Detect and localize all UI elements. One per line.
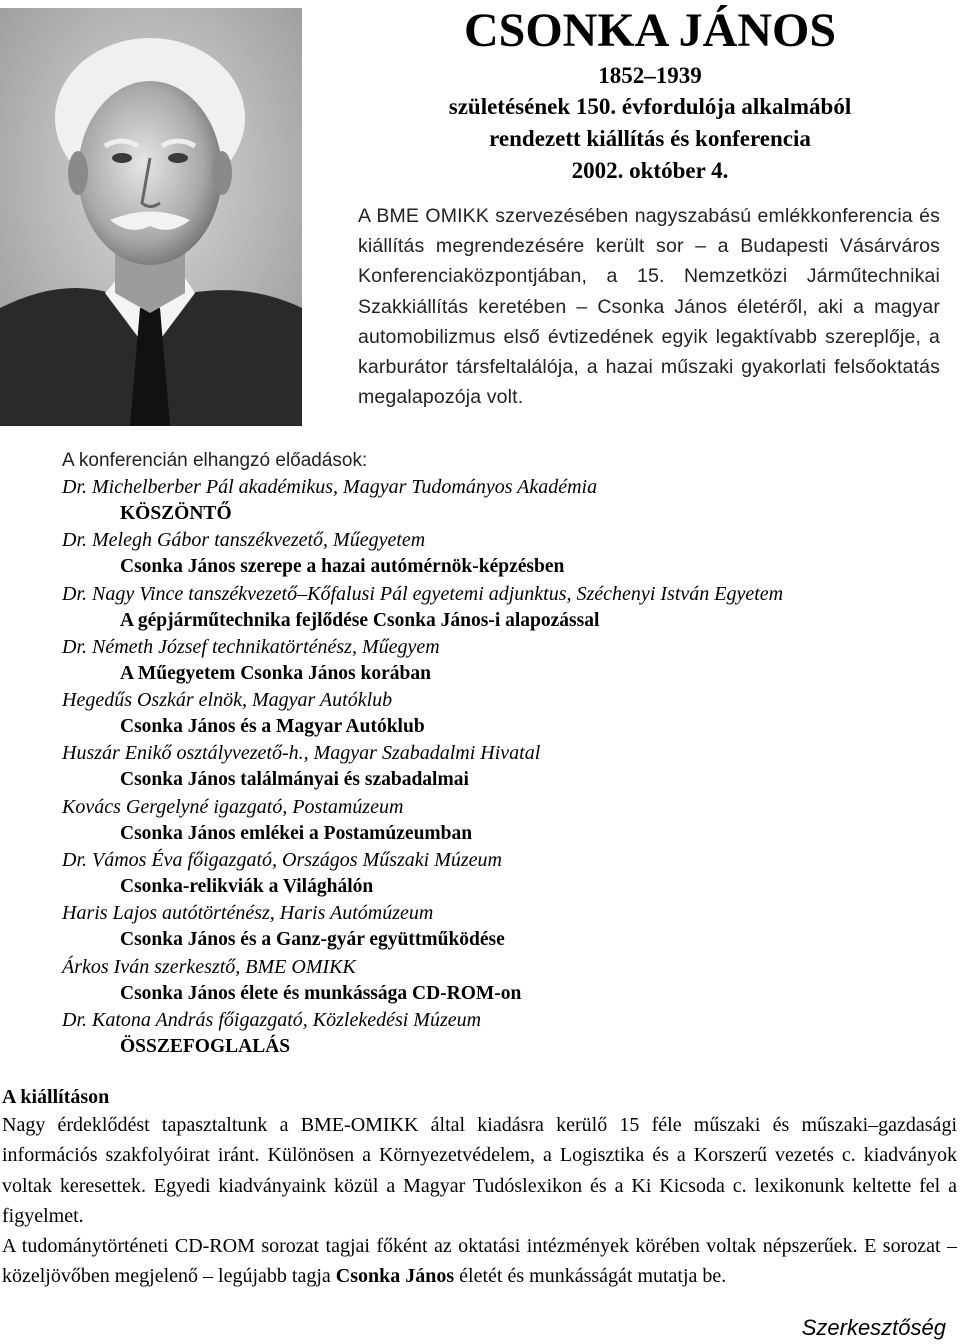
signature: Szerkesztőség [801,1315,946,1340]
talk-speaker: Dr. Nagy Vince tanszékvezető–Kőfalusi Pál egyetemi adjunktus, Széchenyi István Egyetem [62,582,784,605]
talk-item [62,954,942,1007]
talk-title: Csonka János szerepe a hazai autómérnök-képzésben [120,556,565,578]
talk-title: A gépjárműtechnika fejlődése Csonka János-i alapozással [120,609,600,631]
talk-item [62,740,942,793]
talk-speaker: Dr. Melegh Gábor tanszékvezető, Műegyetem [62,529,426,552]
exhibition-paragraph-1: Nagy érdeklődést tapasztaltunk a BME-OMIKK által kiadásra kerülő 15 féle műszaki és műszaki–gazdasági információs szakfolyóirat iránt. Különösen a Környezetvédelem, a Logisztika és a Korszerű vezetés c. kiadványok voltak keresettek. Egyedi kiadványaink közül a Magyar Tudóslexikon és a Ki Kicsoda c. lexikonunk keltette fel a figyelmet. [2,1114,957,1227]
talk-item [62,900,942,953]
talk-speaker: Dr. Németh József technikatörténész, Műegyem [62,635,440,658]
talk-speaker: Kovács Gergelyné igazgató, Postamúzeum [62,795,404,818]
talk-list [62,474,942,1060]
event-date: 2002. október 4. [571,158,729,183]
talk-title: KÖSZÖNTŐ [120,503,232,524]
talk-speaker: Hegedűs Oszkár elnök, Magyar Autóklub [62,689,393,712]
talk-title: Csonka János élete és munkássága CD-ROM-on [120,982,522,1004]
talk-title: Csonka János emlékei a Postamúzeumban [120,822,473,844]
highlighted-name: Csonka János [335,1265,455,1288]
subtitle-line-1: születésének 150. évfordulója alkalmából [448,94,852,119]
intro-text: A BME OMIKK szervezésében nagyszabású emlékkonferencia és kiállítás megrendezésére került sor – a Budapesti Vásárváros Konferenciaközpontjában, a 15. Nemzetközi Járműtechnikai Szakkiállítás keretében – Csonka János életéről, aki a magyar automobilizmus első évtizedének egyik legaktívabb szereplője, a karburátor társfeltalálója, a hazai műszaki gyakorlati felsőoktatás megalapozója volt. [358,205,940,409]
talk-speaker: Dr. Katona András főigazgató, Közlekedési Múzeum [62,1008,482,1031]
talk-title: Csonka János és a Ganz-gyár együttműködése [120,929,505,951]
talk-title: A Műegyetem Csonka János korában [120,662,431,684]
talk-item [62,474,942,527]
talk-item [62,794,942,847]
talk-item [62,634,942,687]
talk-speaker: Dr. Vámos Éva főigazgató, Országos Műszaki Múzeum [62,849,502,872]
paragraph-2-end: életét és munkásságát mutatja be. [459,1265,727,1288]
years: 1852–1939 [598,63,702,88]
exhibition-paragraph-2 [2,1231,957,1292]
talk-item [62,847,942,900]
talk-title: Csonka János találmányai és szabadalmai [120,769,469,791]
talk-title: ÖSSZEFOGLALÁS [120,1035,291,1057]
page-title: CSONKA JÁNOS [463,4,837,57]
talk-speaker: Dr. Michelberber Pál akadémikus, Magyar Tudományos Akadémia [62,476,598,498]
talk-item [62,687,942,740]
subtitle-line-2: rendezett kiállítás és konferencia [489,126,811,151]
talk-item [62,1007,942,1060]
talk-item [62,581,942,634]
talk-speaker: Huszár Enikő osztályvezető-h., Magyar Szabadalmi Hivatal [62,742,541,765]
talk-title: Csonka-relikviák a Világhálón [120,876,374,898]
talk-speaker: Haris Lajos autótörténész, Haris Autómúzeum [62,902,434,925]
paragraph-2-start: A tudománytörténeti CD-ROM sorozat tagjai főként az oktatási intézmények körében voltak népszerűek. E sorozat – közeljövőben megjelenő – legújabb tagja [2,1235,957,1288]
intro-paragraph [358,201,940,412]
talk-item [62,527,942,580]
talk-speaker: Árkos Iván szerkesztő, BME OMIKK [62,955,356,978]
exhibition-heading: A kiállításon [2,1086,110,1108]
exhibition-body [2,1110,957,1292]
talk-title: Csonka János és a Magyar Autóklub [120,716,425,738]
portrait-photo [0,8,302,426]
conference-heading: A konferencián elhangzó előadások: [62,450,368,471]
